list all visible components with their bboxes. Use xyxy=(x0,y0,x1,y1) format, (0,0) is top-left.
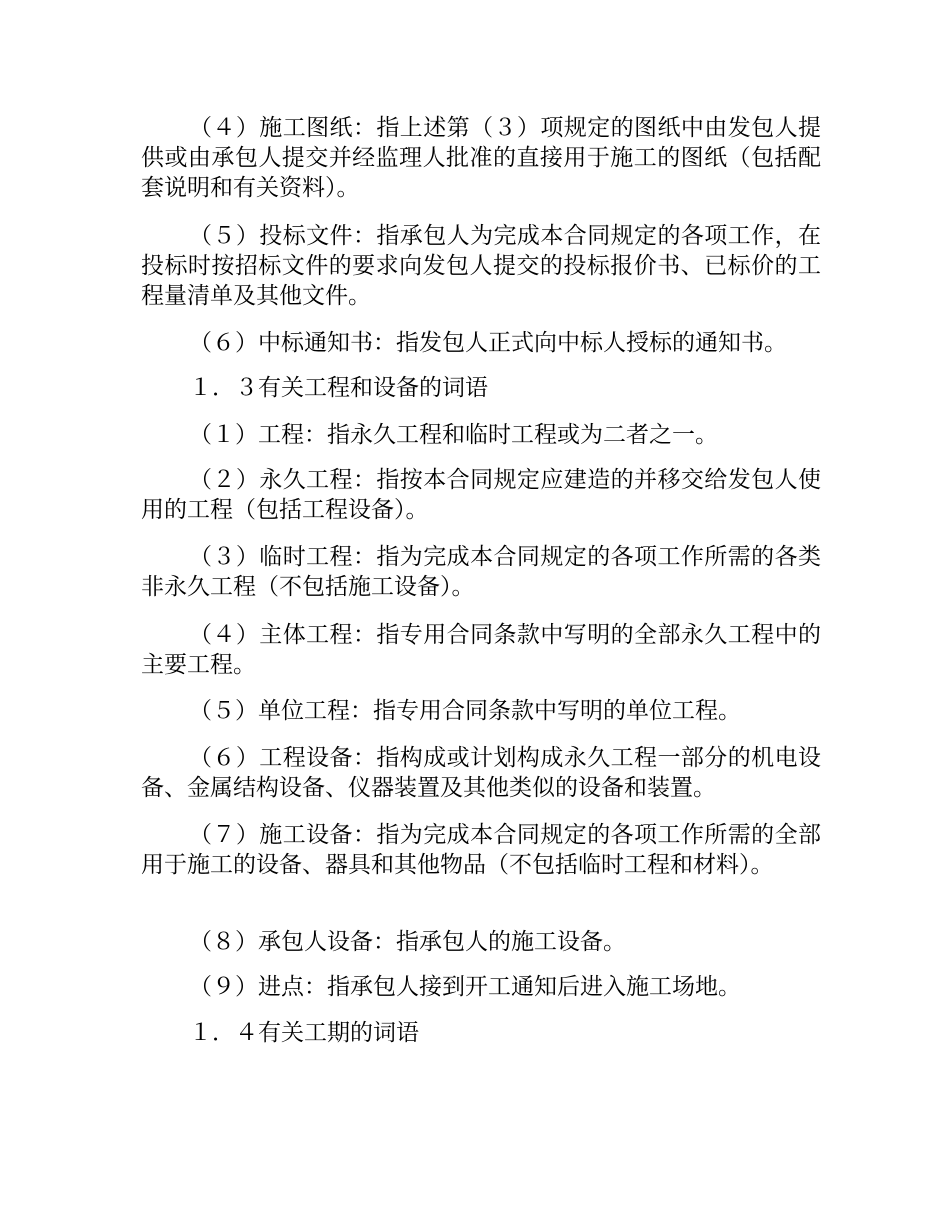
paragraph-award-notice: （６）中标通知书：指发包人正式向中标人授标的通知书。 xyxy=(189,330,787,356)
paragraph-site-entry: （９）进点：指承包人接到开工通知后进入施工场地。 xyxy=(189,974,741,1000)
paragraph-permanent-works: （２）永久工程：指按本合同规定应建造的并移交给发包人使用的工程（包括工程设备）。 xyxy=(141,467,821,523)
section-heading-works-equipment: １．３有关工程和设备的词语 xyxy=(189,375,488,401)
paragraph-works: （１）工程：指永久工程和临时工程或为二者之一。 xyxy=(189,422,718,448)
paragraph-bid-documents: （５）投标文件：指承包人为完成本合同规定的各项工作，在投标时按招标文件的要求向发包人提交的投标报价书、已标价的工程量清单及其他文件。 xyxy=(141,223,821,309)
paragraph-construction-drawings: （４）施工图纸：指上述第（３）项规定的图纸中由发包人提供或由承包人提交并经监理人批准的直接用于施工的图纸（包括配套说明和有关资料）。 xyxy=(141,115,821,201)
paragraph-unit-works: （５）单位工程：指专用合同条款中写明的单位工程。 xyxy=(189,698,741,724)
paragraph-engineering-equipment: （６）工程设备：指构成或计划构成永久工程一部分的机电设备、金属结构设备、仪器装置及其他类似的设备和装置。 xyxy=(141,745,821,801)
paragraph-main-works: （４）主体工程：指专用合同条款中写明的全部永久工程中的主要工程。 xyxy=(141,622,821,678)
paragraph-temporary-works: （３）临时工程：指为完成本合同规定的各项工作所需的各类非永久工程（不包括施工设备）。 xyxy=(141,544,821,600)
paragraph-contractor-equipment: （８）承包人设备：指承包人的施工设备。 xyxy=(189,929,626,955)
section-heading-time-terms: １．４有关工期的词语 xyxy=(189,1020,419,1046)
paragraph-construction-equipment: （７）施工设备：指为完成本合同规定的各项工作所需的全部用于施工的设备、器具和其他物品（不包括临时工程和材料）。 xyxy=(141,822,821,878)
